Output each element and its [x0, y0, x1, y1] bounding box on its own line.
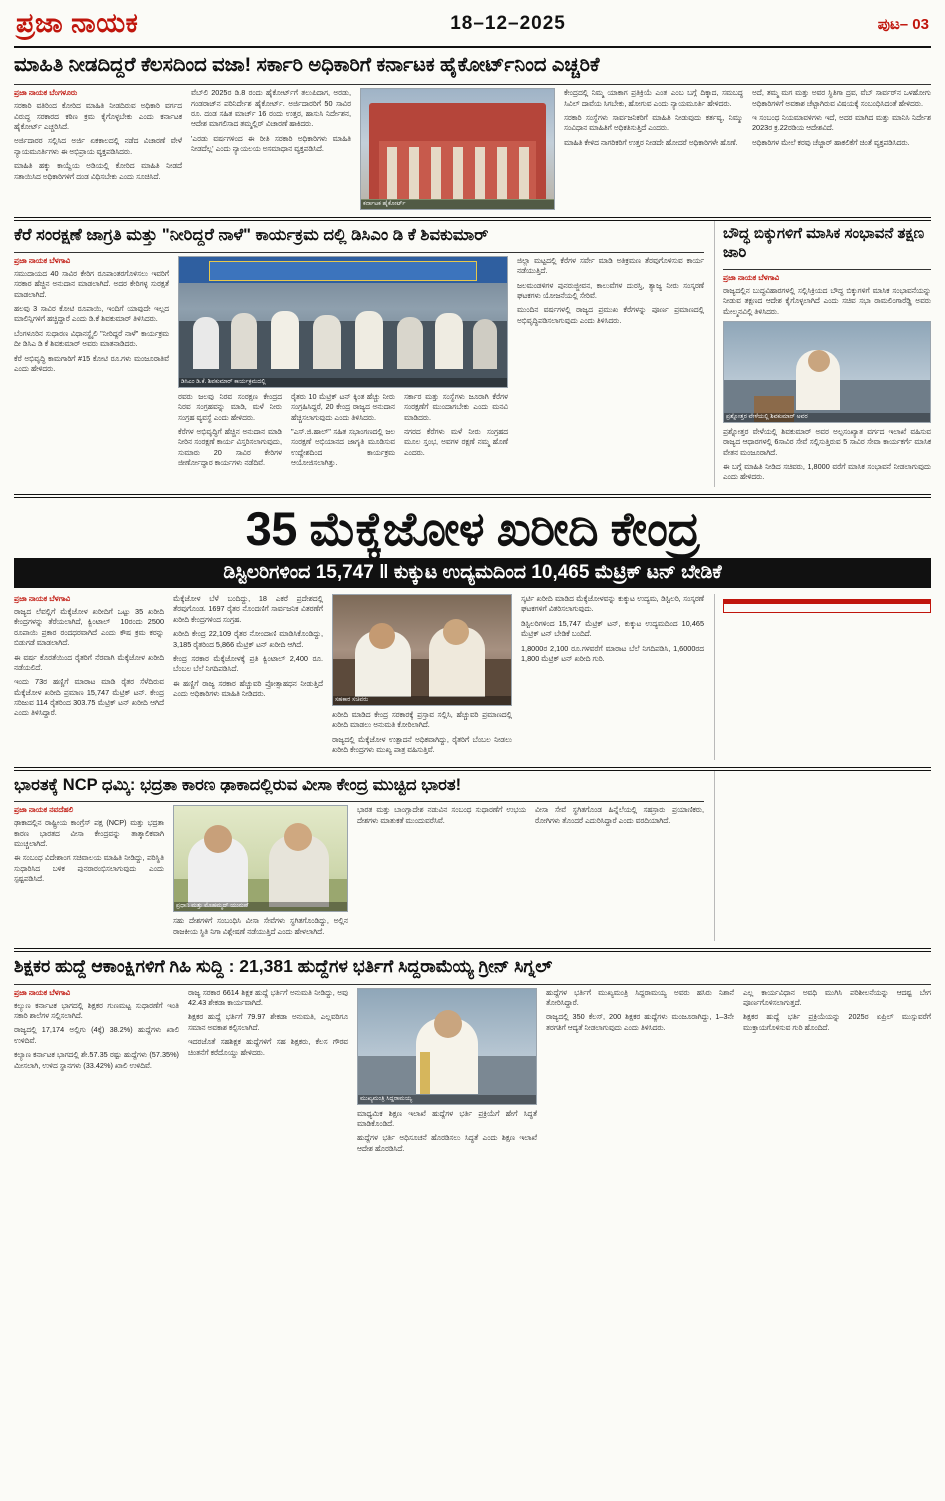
leaders-photo [173, 805, 348, 912]
lake-body [14, 256, 704, 473]
maize-subheadline-band: ಡಿಸ್ಟಿಲರಿಗಳಿಂದ 15,747 ‖ ಕುಕ್ಕುಟ ಉದ್ಯಮದಿಂದ 10,465 ಮೆಟ್ರಿಕ್ ಟನ್ ಬೇಡಿಕೆ [14, 558, 931, 588]
byline-bengaluru: ಪ್ರಜಾ ನಾಯಕ ಬೆಂಗಳೂರು [14, 88, 78, 98]
lead-col-3: ಕೇಂದ್ರದಲ್ಲಿ ನಿಮ್ಮ ಯಾಕಾಗ ಪ್ರತಿಕ್ರಿಯೆ ಎಂತ ಎಂಬ ಬಗ್ಗೆ ದಿಕ್ಕಾದ, ಸಮಬದ್ಧ ಸಿವಿಲ್‌ ದಾವೆಯ ಸಿಗಬೇಕು, ಹೋಗುವ ಎಂದು ನ್ಯಾಯಮೂರ್ತಿ ಹೇಳಿದರು. ಸರಕಾರಿ ಸಂಸ್ಥೆಗಳು ಸಾರ್ವಜನಿಕರಿಗೆ ಮಾಹಿತಿ ನೀಡುವುದು ಕರ್ತವ್ಯ, ನಿಮ್ಮು ಸಂವಿಧಾನ ಮಾಹಿತಿಗೆ ಅಧಿಕತಿಸುತ್ತಿದೆ ಎಂದರು. ಮಾಹಿತಿ ಕೇಳಿದ ನಾಗರಿಕರಿಗೆ ಉತ್ತರ ನೀಡದೇ ಹೋದರೆ ಅಧಿಕಾರಿಗಳೇ ಹೊಣೆ. [564, 88, 743, 147]
teachers-headline: ಶಿಕ್ಷಕರ ಹುದ್ದೆ ಆಕಾಂಕ್ಷಿಗಳಿಗೆ ಗಿಹಿ ಸುದ್ದಿ : 21,381 ಹುದ್ದೆಗಳ ಭರ್ತಿಗೆ ಸಿದ್ದರಾಮೆಯ್ಯ ಗ್ರೀನ್ ಸಿಗ್ನಲ್ [14, 955, 553, 976]
monks-photo-caption: ಪ್ರಶ್ನೋತ್ತರ ವೇಳೆಯಲ್ಲಿ ಶಿವಕುಮಾರ್ ಅವರ [724, 413, 930, 422]
byline-belagavi-maize: ಪ್ರಜಾ ನಾಯಕ ಬೆಳಗಾವಿ [14, 594, 71, 604]
ncp-headline: ಭಾರತಕ್ಕೆ NCP ಧಮ್ಕಿ: ಭದ್ರತಾ ಕಾರಣ ಢಾಕಾದಲ್ಲಿರುವ ವೀಸಾ ಕೇಂದ್ರ ಮುಚ್ಟಿದ ಭಾರತ! [14, 775, 462, 794]
lead-headline: ಮಾಹಿತಿ ನೀಡದಿದ್ದರೆ ಕೆಲಸದಿಂದ ವಜಾ! ಸರ್ಕಾರಿ ಅಧಿಕಾರಿಗೆ ಕರ್ನಾಟಕ ಹೈಕೋರ್ಟ್‌ನಿಂದ ಎಚ್ಚರಿಕೆ [14, 54, 600, 76]
maize-body [14, 594, 704, 759]
high-court-photo [360, 88, 555, 210]
highlight-box-title [724, 600, 930, 604]
lake-photo-caption: ಡಿಸಿಎಂ ಡಿ.ಕೆ. ಶಿವಕುಮಾರ್ ಕಾರ್ಯಕ್ರಮದಲ್ಲಿ [179, 378, 507, 387]
ncp-divider [14, 801, 704, 802]
lake-col-2: ರವರು ಜಲವು ನಿರವ ಸಂರಕ್ಷಣ ಕೇಂದ್ರದ ನಿರವ ಸಂಗ್ರಹವನ್ನು ಮಾಡಿ, ಮಳೆ ನೀರು ಸಂಗ್ರಹ ವ್ಯವಸ್ಥೆ ಎಂದು ಹೇಳಿದರು. ಕೆರೆಗಳ ಅಭಿವೃದ್ಧಿಗೆ ಹೆಚ್ಚಿನ ಅನುದಾನ ಮಾಡಿ ನೀರಿನ ಸಂರಕ್ಷಣೆ ಕಾರ್ಯ ವಿಸ್ತರಿಸಲಾಗುವುದು, ಸುಮಾರು 20 ಸಾವಿರ ಕೇರಿಗಳ ಜೀರ್ಣೋದ್ಧಾರ ಕಾರ್ಯಗಳು ನಡೆದಿವೆ. [178, 392, 282, 468]
ncp-col-2: ಸಹು ದೇಶಗಳಿಗೆ ಸಂಬಂಧಿಸಿ ವೀಸಾ ಸೇವೆಗಳು ಸ್ಥಗಿತಗೊಂಡಿದ್ದು, ಅಲ್ಲಿನ ರಾಜಕೀಯ ಸ್ಥಿತಿ ನಿಗಾ ವಿಶ್ಲೇಷಣೆ ನಡೆಯುತ್ತಿದೆ ಎಂದು ಹೇಳಲಾಗಿದೆ. [173, 916, 348, 936]
teachers-col-1: ಕಲ್ಯುಣ ಕರ್ನಾಟಕ ಭಾಗದಲ್ಲಿ ಶಿಕ್ಷಕರ ಗುಣಮಟ್ಟ ಸುಧಾರಣೆಗೆ ಇಂತಿ ಸಕಾರಿ ಶಾಲೆಗಳ ಸಲ್ಲಿಸಲಾಗಿದೆ. ರಾಜ್ಯದಲ್ಲಿ 17,174 ಅಲ್ಲಿಗು (4ಕ್ಕೆ) 38.2%) ಹುದ್ದೆಗಳು ಖಾಲಿ ಉಳಿದಿವೆ. ಕಲ್ಯಾಣ ಕರ್ನಾಟಕ ಭಾಗದಲ್ಲಿ ಶೇ.57.35 ರಷ್ಟು ಹುದ್ದೆಗಳು (57.35%) ಮೀಸಲಾಗಿ, ಉಳಿದ ಸ್ಥಾನಗಳು (33.42%) ಖಾಲಿ ಉಳಿದಿವೆ. [14, 1000, 179, 1070]
ncp-col-1: ಢಾಕಾದಲ್ಲಿನ ರಾಷ್ಟ್ರೀಯ ಕಾಂಗ್ರೆಸ್ ಪಕ್ಷ (NCP) ಮತ್ತು ಭದ್ರತಾ ಕಾರಣ ಭಾರತದ ವೀಸಾ ಕೇಂದ್ರವನ್ನು ತಾತ್ಕಾಲಿಕವಾಗಿ ಮುಚ್ಚಲಾಗಿದೆ. ಈ ಸಂಬಂಧ ವಿದೇಶಾಂಗ ಸಚಿವಾಲಯ ಮಾಹಿತಿ ನೀಡಿದ್ದು, ಪರಿಸ್ಥಿತಿ ಸುಧಾರಿಸಿದ ಬಳಿಕ ಪುನರಾರಂಭಿಸಲಾಗುವುದು ಎಂದು ಸ್ಪಷ್ಟಪಡಿಸಿದೆ. [14, 818, 164, 883]
ncp-col-3: ಭಾರತ ಮತ್ತು ಬಾಂಗ್ಲಾದೇಶ ನಡುವಿನ ಸಂಬಂಧ ಸುಧಾರಣೆಗೆ ಉಭಯ ದೇಶಗಳು ಮಾತುಕತೆ ಮುಂದುವರೆಸಿವೆ. [357, 805, 526, 825]
masthead [14, 0, 931, 44]
lead-body [14, 88, 931, 210]
byline-belagavi-teachers: ಪ್ರಜಾ ನಾಯಕ ಬೆಳಗಾವಿ [14, 987, 71, 997]
byline-belagavi-monks: ಪ್ರಜಾ ನಾಯಕ ಬೆಳಗಾವಿ [723, 272, 780, 282]
maize-col-4: ಸ್ಕರ್ಟಿ ಖರೀದಿ ಮಾಡಿದ ಮೆಕ್ಕೆಜೋಳವನ್ನು ಕುಕ್ಕುಟ ಉದ್ಯಮ, ಡಿಸ್ಟಿಲರಿ, ಸಂಸ್ಕರಣೆ ಘಟಕಗಳಿಗೆ ವಿತರಿಸಲಾಗುವುದು. ಡಿಸ್ಟಿಲರಿಗಳಿಂದ 15,747 ಮೆಟ್ರಿಕ್ ಟನ್, ಕುಕ್ಕುಟ ಉದ್ಯಮದಿಂದ 10,465 ಮೆಟ್ರಿಕ್ ಟನ್ ಬೇಡಿಕೆ ಬಂದಿದೆ. 1,8000ರ 2,100 ರೂ.ಗಳವರೆಗೆ ಮಾರಾಟ ಬೆಲೆ ನಿಗದಿಪಡಿಸಿ, 1,6000ರದ 1,800 ಮೆಟ್ರಿಕ್ ಟನ್ ಖರೀದಿ ಗುರಿ. [521, 594, 704, 663]
monks-col-1: ರಾಜ್ಯದಲ್ಲಿನ ಬುದ್ಧವಿಹಾರಗಳಲ್ಲಿ ಸಲ್ಲಿಸಿಕ್ರಿಯದ ಬೌದ್ಧ ಬಿಕ್ಕುಗಳಿಗೆ ಮಾಸಿಕ ಸಂಭಾವನೆಯನ್ನು ನೀಡುವ ತಕ್ಷಣದ ಆದೇಶ ಕೈಗೊಳ್ಳಲಾಗಿದೆ ಎಂದು ಸಚಿವ ಸಭಾ ರಾಮಲಿಂಗಾರೆಡ್ಡಿ ಅವರು ಮೇಲ್ಮನವಿಲ್ಲಿ ತಿಳಿಸಿದರು. [723, 285, 931, 316]
ncp-photo-caption: ಪ್ರಧಾನಿ ಮತ್ತು ಮೊಹಮ್ಮದ್ ಯುನುಸ್ [174, 902, 347, 911]
teachers-body [14, 988, 931, 1158]
teachers-photo-caption: ಮುಖ್ಯಮಂತ್ರಿ ಸಿದ್ದರಾಮಯ್ಯ [358, 1095, 536, 1104]
lead-photo-caption: ಕರ್ನಾಟಕ ಹೈಕೋರ್ಟ್ [361, 200, 554, 209]
maize-headline: 35 ಮೆಕ್ಕೆಜೋಳ ಖರೀದಿ ಕೇಂದ್ರ [245, 501, 700, 555]
cm-photo [357, 988, 537, 1105]
teachers-col-5: ಎಲ್ಲ ಕಾರ್ಯವಿಧಾನ ಅವಧಿ ಮುಗಿಸಿ ಪರಿಶೀಲನೆಯನ್ನು ಆದಷ್ಟ ಬೇಗ ಪೂರ್ಣಗೊಳಿಸಲಾಗುತ್ತದೆ. ಶಿಕ್ಷಕರ ಹುದ್ದೆ ಭರ್ತಿ ಪ್ರಕ್ರಿಯೆಯನ್ನು 2025ರ ಏಪ್ರಿಲ್ ಮುಸ್ಸುವರೆಗೆ ಮುಕ್ತಾಯಗೊಳಿಸುವ ಗುರಿ ಹೊಂದಿದೆ. [743, 987, 931, 1032]
assembly-speaker-photo [723, 321, 931, 423]
lake-col-3: ರೈತರು 10 ಮೆಟ್ರಿಕ್ ಟನ್‌ ಕ್ಕಿಂತ ಹೆಚ್ಚು ನೀರು ಸಂಗ್ರಹಿಸಿದ್ದರೆ, 20 ಕೇಂದ್ರ ರಾಜ್ಯದ ಅನುದಾನ ಹೆಚ್ಚಿಸಲಾಗುವುದು ಎಂದು ತಿಳಿಸಿದರು. "ಎಸ್.ಜಿ.ಹಾಲ್‌" ಸಹಿತ ಸಭಾಂಗಣದಲ್ಲಿ ಜಲ ಸಂರಕ್ಷಣೆ ಅಭಿಯಾನದ ಜಾಗೃತಿ ಮೂಡಿಸುವ ಉದ್ದೇಶದಿಂದ ಕಾರ್ಯಕ್ರಮ ಆಯೋಜಿಸಲಾಗಿತ್ತು. [291, 392, 395, 468]
byline-belagavi-lake: ಪ್ರಜಾ ನಾಯಕ ಬೆಳಗಾವಿ [14, 256, 71, 265]
byline-newdelhi: ಪ್ರಜಾ ನಾಯಕ ನವದೆಹಲಿ [14, 805, 74, 815]
lake-headline: ಕೆರೆ ಸಂರಕ್ಷಣೆ ಜಾಗ್ರತಿ ಮತ್ತು "ನೀರಿದ್ದರೆ ನಾಳೆ" ಕಾರ್ಯಕ್ರಮ ದಲ್ಲಿ ಡಿಸಿಎಂ ಡಿ ಕೆ ಶಿವಕುಮಾರ್ [14, 226, 489, 245]
lead-col-1: ಸರಕಾರಿ ವತಿರಿಂದ ಕೋರಿದ ಮಾಹಿತಿ ನೀಡದಿರುವ ಅಧಿಕಾರಿ ವರ್ಗದ ವಿರುದ್ಧ ಸರಕಾರದ ಕಠಿಣ ಕ್ರಮ ಕೈಗೊಳ್ಳಬೇಕು ಎಂದು ಕರ್ನಾಟಕ ಹೈಕೋರ್ಟ್ ಎಚ್ಚರಿಸಿದೆ. ಅರ್ಜಿದಾರರ ಸಲ್ಲಿಸಿದ ಅರ್ಜಿ ಏಕಕಾಲದಲ್ಲಿ ನಡೆದ ವಿಚಾರಣೆ ವೇಳೆ ನ್ಯಾಯಮೂರ್ತಿಗಳು ಈ ಅಭಿಪ್ರಾಯ ವ್ಯಕ್ತಪಡಿಸಿದರು. ಮಾಹಿತಿ ಹಕ್ಕು ಕಾಯ್ದೆಯ ಅಡಿಯಲ್ಲಿ ಕೋರಿದ ಮಾಹಿತಿ ನೀಡದೆ ಸತಾಯಿಸಿದ ಅಧಿಕಾರಿಗಳಿಗೆ ದಂಡ ವಿಧಿಸಬೇಕು ಎಂದು ಸೂಚಿಸಿದೆ. [14, 101, 182, 181]
teachers-col-3: ಮಾಧ್ಯಮಿಕ ಶಿಕ್ಷಣ ಇಲಾಖೆ ಹುದ್ದೆಗಳ ಭರ್ತಿ ಪ್ರಕ್ರಿಯೆಗೆ ಹೇಗೆ ಸಿದ್ಧತೆ ಮಾಡಿಕೊಂಡಿದೆ. ಹುದ್ದೆಗಳ ಭರ್ತಿ ಅಧಿಸೂಚನೆ ಹೊರಡಿಸಲು ಸಿದ್ಧತೆ ಎಂದು ಶಿಕ್ಷಣ ಇಲಾಖೆ ಆದೇಶ ಹೊರಡಿಸಿದೆ. [357, 1108, 537, 1153]
lake-divider [14, 252, 704, 253]
lake-col-5: ಜಿಲ್ಲಾ ಮಟ್ಟದಲ್ಲಿ ಕೆರೆಗಳ ಸರ್ವೇ ಮಾಡಿ ಅತಿಕ್ರಮಣ ತೆರವುಗೊಳಿಸುವ ಕಾರ್ಯ ನಡೆಯುತ್ತಿದೆ. ಜಲಮಂಡಳಿಗಳ ಪುನರುಜ್ಜೀವನ, ಕಾಲುವೆಗಳ ದುರಸ್ತಿ, ತ್ಯಾಜ್ಯ ನೀರು ಸಂಸ್ಕರಣೆ ಘಟಕಗಳು ಯೋಜನೆಯಲ್ಲಿ ಸೇರಿವೆ. ಮುಂದಿನ ವರ್ಷಗಳಲ್ಲಿ ರಾಜ್ಯದ ಪ್ರಮುಖ ಕೆರೆಗಳನ್ನು ಪೂರ್ಣ ಪ್ರಮಾಣದಲ್ಲಿ ಅಭಿವೃದ್ಧಿಪಡಿಸಲಾಗುವುದು ಎಂದು ತಿಳಿಸಿದರು. [517, 256, 704, 325]
maize-col-3: ಖರೀದಿ ಮಾಡಿದ ಕೇಂದ್ರ ಸರಕಾರಕ್ಕೆ ಪ್ರಸ್ತಾವ ಸಲ್ಲಿಸಿ, ಹೆಚ್ಚುವರಿ ಪ್ರಮಾಣದಲ್ಲಿ ಖರೀದಿ ಮಾಡಲು ಅನುಮತಿ ಕೋರಿಲಾಗಿದೆ. ರಾಜ್ಯದಲ್ಲಿ ಮೆಕ್ಕೆಜೋಳ ಉತ್ಪಾದನೆ ಅಧಿಕವಾಗಿದ್ದು, ರೈತರಿಗೆ ಬೆಂಬಲ ನೀಡಲು ಖರೀದಿ ಕೇಂದ್ರಗಳು ಮುಖ್ಯ ಪಾತ್ರ ವಹಿಸುತ್ತಿವೆ. [332, 710, 512, 755]
publication-date: 18–12–2025 [450, 13, 566, 34]
lead-col-2: ವೆಬ್‌ಲಿ 2025ರ ಡಿ.8 ರಂದು ಹೈಕೋರ್ಟ್‌ಗೆ ತಲುಪಿದಾಗ, ಅರಡು, ಗಂಡರಾಜ್‌ನ ಪರಿನಿರ್ದೇಶ ಹೈಕೋರ್ಟ್. ಅರ್ಜಿದಾರರಿಗೆ 50 ಸಾವಿರ ರೂ. ದಂಡ ಸಹಿತ ಮಾರ್ಚ್‌ 16 ರಂದು ಉತ್ತರ, ಹಾಸುಸಿ ನಿರ್ದೇಶನ, ಆದೇಶ ಮಾಗಲಿಸಾದ ತಮ್ಮಲ್ಲಿರ್ ವಿಚಾರಣೆ ಹಾಕಿದರು. 'ಎರಡು ವರ್ಷಗಳಿಂದ ಈ ರೀತಿ ಸರಕಾರಿ ಅಧಿಕಾರಿಗಳು ಮಾಹಿತಿ ನೀಡದೆಲ್ಲ' ಎಂದು ನ್ಯಾಯಲಯ ಅಸಮಾಧಾನ ವ್ಯಕ್ತಪಡಿಸಿದೆ. [191, 88, 351, 154]
lead-col-4: ಅದೆ, ತಮ್ಮ ಮಗ ಮತ್ತು ಅವರ ಸ್ಥಿತಿಗಾ ದ್ರವ, ವೆಬ್ ಸಾರ್ವರ್‌ನ ಒಳಹೋಗು ಅಧಿಕಾರಿಗಳಿಗೆ ಅವಕಾಶ ಚೆಟ್ಟಾಗಿರುವ ವಿಷಯಕ್ಕೆ ಸಂಬಂಧಿಸಿದಂತೆ ಹೇಳಿದರು. ಇ ಸಂಬಂಧ ನಿಯಮಾವಳಿಗಳು ಇದೆ, ಅದರ ಮಾಗಿದ ಮತ್ತು ಮಾನಿಸಿ ನಿರ್ದೇಶ 2023ರ ಕ್ರ.22ರಡಿಯ ಆದೇಶವಿದೆ. ಅಧಿಕಾರಿಗಳ ಮೇಲೆ ಕರವು ಚೆಜ್ಜಾರ್‌ ಹಾಕಲಿಕೆಗೆ ಚಿಂತೆ ವ್ಯಕ್ತಪಡಿಸಿದರು. [752, 88, 931, 147]
ncp-body [14, 805, 704, 941]
lake-col-1: ಸಮುದಾಯದ 40 ಸಾವಿರ ಕೇರಿಗ ರೂಪಾಂತರಗೊಳಿಸಲು ಇವರಿಗೆ ಸರಕಾರ ಹೆಚ್ಚಿನ ಅನುದಾನ ಮಾಡಲಾಗಿದೆ. ಅದರ ಕೇರಿಗಳ್ಳ ಸುರಕ್ಷತೆ ಮಾಡಲಾಗಿದೆ. ಹಲವು 3 ಸಾವಿರ ಕೋಟಿ ರೂಪಾಯಿ, ಇಂದಿಗೆ ಯಾವುದೇ ಇಲ್ಲದ ಮಾಲಿನ್ಸಿಗಳಿಗೆ ಹಚ್ಚಿದ್ದಾರೆ ಎಂದು ಡಿ.ಕೆ ಶಿವಕುಮಾರ್ ತಿಳಿಸಿದರು. ಬೆಂಗಳೂರಿನ ಸುಧಾರಣ ವಿಧಾನಸ್ಥೈಲಿ "ನೀರಿದ್ದರೆ ನಾಳೆ" ಕಾರ್ಯಕ್ರಮ ದೀ ಡಿಸಿಎ ಡಿ ಕೆ ಶಿವಕುಮಾರ್ ಅವರು ಮಾತನಾಡಿದರು. ಕೆರೆ ಅಭಿವೃದ್ಧಿ ಕಾಮಗಾರಿಗೆ #15 ಕೋಟಿ ರೂ.ಗಳು ಮಂಜೂರಾತಿವೆ ಎಂದು ಹೇಳಿದರು. [14, 269, 169, 373]
minister-photo [332, 594, 512, 706]
lake-col-4: ಸರ್ಕಾರ ಮತ್ತು ಸಂಸ್ಥೆಗಳು ಜೂರಾಗಿ ಕೆರೆಗಳ ಸಂರಕ್ಷಣೆಗೆ ಮುಂದಾಗಬೇಕು ಎಂದು ಮನವಿ ಮಾಡಿದರು. ನಗರದ ಕೆರೆಗಳು ಮಳೆ ನೀರು ಸಂಗ್ರಹದ ಮೂಲ ಸ್ತಂಭ, ಅವಗಳ ರಕ್ಷಣೆ ನಮ್ಮ ಹೊಣೆ ಎಂದರು. [404, 392, 508, 457]
teachers-divider [14, 984, 931, 985]
highlight-box [723, 599, 931, 613]
monks-divider [723, 269, 931, 270]
maize-photo-caption: ಸಹಕಾರ ಸಚಿವರು [333, 696, 511, 705]
teachers-col-4: ಹುದ್ದೆಗಳ ಭರ್ತಿಗೆ ಮುಖ್ಯಮಂತ್ರಿ ಸಿದ್ದರಾಮಯ್ಯ ಅವರು ಹಸಿರು ನಿಶಾನೆ ತೋರಿಸಿದ್ದಾರೆ. ರಾಜ್ಯದಲ್ಲಿ 350 ಕೆಲಸ್‌, 200 ಶಿಕ್ಷಕರ ಹುದ್ದೆಗಳು ಮಂಜೂರಾಗಿದ್ದು, 1–3ನೇ ತರಗತಿಗೆ ಆದ್ಯತೆ ನೀಡಲಾಗುವುದು ಎಂದು ತಿಳಿಸಿದರು. [546, 987, 734, 1032]
teachers-col-2: ರಾಜ್ಯ ಸರಕಾರ 6614 ಶಿಕ್ಷಕ ಹುದ್ದೆ ಭರ್ತಿಗೆ ಅನುಮತಿ ನೀಡಿದ್ದು, ಅವು 42.43 ಶೇಕಡಾ ಕಾರ್ಯವಾಗಿದೆ. ಶಿಕ್ಷಕರ ಹುದ್ದೆ ಭರ್ತಿಗೆ 79.97 ಶೇಕಡಾ ಅನುಮತಿ, ಎಲ್ಲವರಿಗೂ ಸಮಾನ ಅವಕಾಶ ಕಲ್ಪಿಸಲಾಗಿದೆ. ಇದರಜೊತೆ ಸಹಶಿಕ್ಷಕ ಹುದ್ದೆಗಳಿಗೆ ಸಹ ಶಿಕ್ಷಕರು, ಕೆಲಸ ಗೌರವ ಚಿಂತನೆಗೆ ಕರೆದೊಯ್ದು ಹೇಳಿದರು. [188, 987, 348, 1057]
lead-divider [14, 84, 931, 85]
maize-col-2: ಮೆಕ್ಕೆಜೋಳ ಬೆಳೆ ಬಂದಿದ್ದು, 18 ಎಕರೆ ಪ್ರದೇಶದಲ್ಲಿ ತೆರವುಗೊಂಡ. 1697 ರೈತರ ನೊಂದಣಿಗೆ ಸಾರ್ವಜನಿಕ ವಿತರಣೆಗೆ ಖರೀದಿ ಕೇಂದ್ರಗಳಿಂದ ಸಂಗ್ರಹ. ಖರೀದಿ ಕೇಂದ್ರ 22,109 ರೈತರ ನೋಂದಾಣಿ ಮಾಡಿಸಿಕೊಂಡಿದ್ದು, 3,185 ರೈತರಿಂದ 5,866 ಮೆಟ್ರಿಕ್ ಟನ್ ಖರೀದಿ ಆಗಿದೆ. ಕೇಂದ್ರ ಸರಕಾರ ಮೆಕ್ಕೆಜೋಳಕ್ಕೆ ಪ್ರತಿ ಕ್ವಿಂಟಾಲ್ 2,400 ರೂ. ಬೆಂಬಲ ಬೆಲೆ ನಿಗದಿಪಡಿಸಿದೆ. ಈ ಹಣ್ಣಿಗೆ ರಾಜ್ಯ ಸರಕಾರ ಹೆಚ್ಚುವರಿ ಪ್ರೋತ್ಸಾಹಧನ ನೀಡುತ್ತಿದೆ ಎಂದು ಅಧಿಕಾರಿಗಳು ಮಾಹಿತಿ ನೀಡಿದರು. [173, 594, 323, 698]
dcm-event-photo [178, 256, 508, 388]
monks-headline: ಬೌದ್ಧ ಬಿಕ್ಕುಗಳಿಗೆ ಮಾಸಿಕ ಸಂಭಾವನೆ ತಕ್ಷಣ ಜಾರಿ [723, 225, 925, 262]
page-number: ಪುಟ– 03 [877, 15, 929, 33]
monks-col-2: ಪ್ರಶ್ನೋತ್ತರ ವೇಳೆಯಲ್ಲಿ ಶಿವಕುಮಾರ್ ಅವರ ಅಲ್ಪಸಂಖ್ಯಾತ ವರ್ಗದ ಇಲಾಖೆ ವಹಿಸುವ ರಾಜ್ಯದ ಆಧಾರಗಳಲ್ಲಿ 6ಸಾವಿರ ಸೇವೆ ಸಲ್ಲಿಸುತ್ತಿರುವ 5 ಸಾವಿರ ಸೇವಾ ಕಾರ್ಯಕರ್ಗೆ ಮಾಸಿಕ ವೇತನ ಮಂಜೂರಾಗಿದೆ. ಈ ಬಗ್ಗೆ ಮಾಹಿತಿ ನೀಡಿದ ಸಚಿವರು, 1,8000 ವರೆಗೆ ಮಾಸಿಕ ಸಂಭಾವನೆ ನೀಡಲಾಗುವುದು ಎಂದು ಹೇಳಿದರು. [723, 426, 931, 482]
newspaper-title: ಪ್ರಜಾ ನಾಯಕ [16, 8, 139, 38]
ncp-col-4: ವೀಸಾ ಸೇವೆ ಸ್ಥಗಿತಗೊಂಡ ಹಿನ್ನೆಲೆಯಲ್ಲಿ ಸಹಸ್ರಾರು ಪ್ರಯಾಣಿಕರು, ರೋಗಿಗಳು ತೊಂದರೆ ಎದುರಿಸಿದ್ದಾರೆ ಎಂದು ವರದಿಯಾಗಿದೆ. [535, 805, 704, 825]
maize-col-1: ರಾಜ್ಯದ ಲೆವಲ್ಲಿಗೆ ಮೆಕ್ಕೆಜೋಳ ಖರೀದಿಗೆ ಒಟ್ಟು 35 ಖರೀದಿ ಕೇಂದ್ರಗಳನ್ನು ತೆರೆಯಲಾಗಿದೆ, ಕ್ವಿಂಟಾಲ್ ‌ 10ರಂದು 2500 ರೂಪಾಯಿ ಪ್ರಕಾರ ರಂದಧರವಾಗಿದೆ ಎಂದು ಕೌಷ ಕ್ರಮ ಕರನ್ನು ಬಿಡುಗಡೆ ಮಾಡಲಾಗಿದೆ. ಈ ವರ್ಷ ಕೊರತೆಯಿಂದ ರೈತರಿಗೆ ನೆರವಾಗಿ ಮೆಕ್ಕೆಜೋಳ ಖರೀದಿ ನಡೆಯಲಿದೆ. ಇಂದು 73ರ ಹಣ್ಣಿಗೆ ಮಾರಾಟ ಮಾಡಿ ರೈತರ ಸೆಳೆದಿರುವ ಮೆಕ್ಕೆಜೋಳ ಖರೀದಿ ಪ್ರಮಾಣ 15,747 ಮೆಟ್ರಿಕ್ ಟನ್. ಕೇಂದ್ರ ಸರಿಜುವ 114 ರೈತರಿಂದ 303.75 ಮೆಟ್ರಿಕ್ ಟನ್ ಖರೀದಿ ಆಗಿದೆ ಎಂದು ತಿಳಿಸಿದ್ದಾರೆ. [14, 607, 164, 718]
